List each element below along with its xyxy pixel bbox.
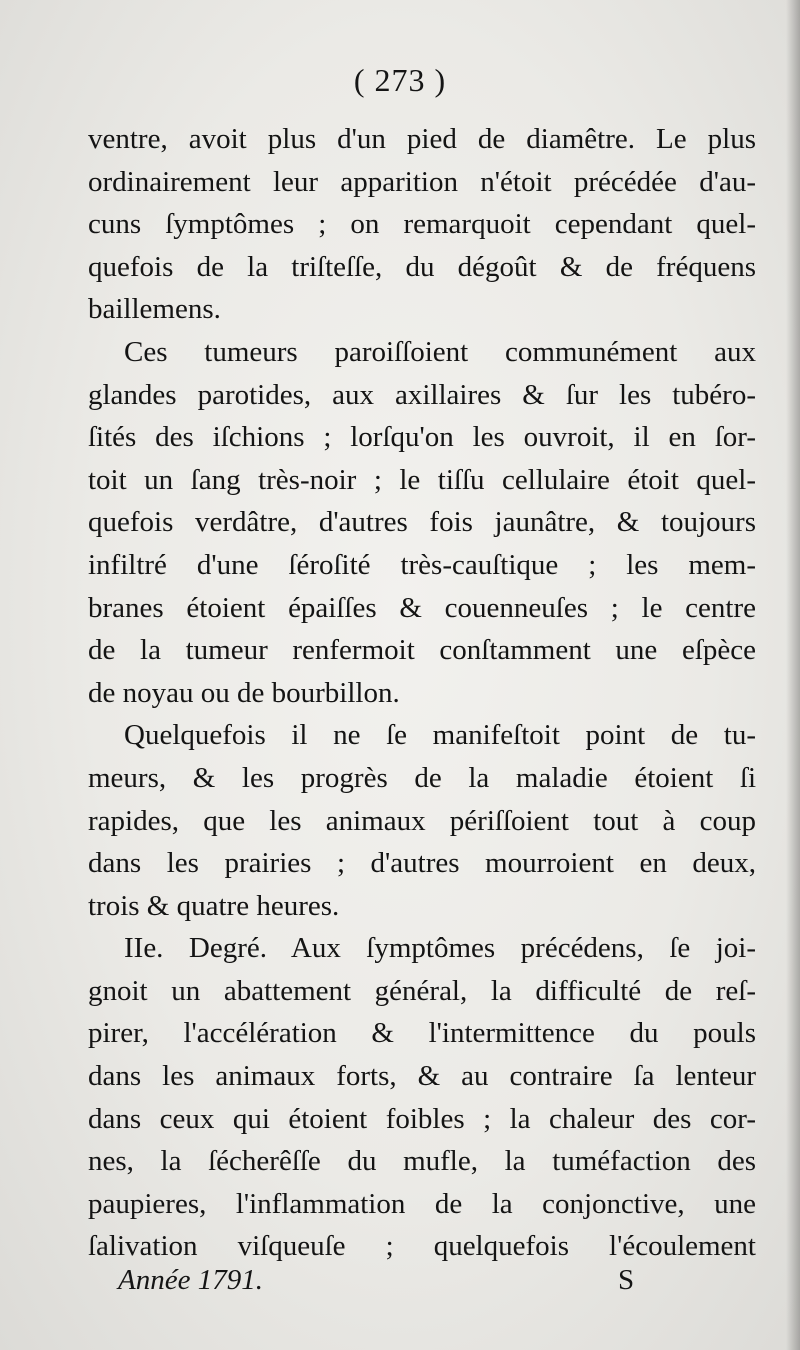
page-footer bbox=[118, 1264, 638, 1308]
text-line: cuns ſymptômes ; on remarquoit cependant quel- bbox=[88, 208, 756, 241]
text-line: ſalivation viſqueuſe ; quelquefois l'écoulement bbox=[88, 1230, 756, 1263]
text-line: baillemens. bbox=[88, 293, 221, 326]
text-line: infiltré d'une ſéroſité très-cauſtique ; les mem- bbox=[88, 548, 756, 581]
text-line: Ces tumeurs paroiſſoient communément aux bbox=[124, 335, 756, 368]
signature-mark: S bbox=[618, 1264, 635, 1296]
footer-year: Année 1791. bbox=[118, 1264, 263, 1296]
text-line: de noyau ou de bourbillon. bbox=[88, 676, 400, 709]
text-line: dans les prairies ; d'autres mourroient en deux, bbox=[88, 847, 756, 880]
text-line: trois & quatre heures. bbox=[88, 889, 340, 922]
body-text bbox=[88, 118, 756, 1268]
text-line: IIe. Degré. Aux ſymptômes précédens, ſe joi- bbox=[124, 932, 756, 965]
page-number: ( 273 ) bbox=[353, 62, 447, 98]
text-line: dans ceux qui étoient foibles ; la chaleur des cor- bbox=[88, 1102, 756, 1135]
page-edge-shadow bbox=[786, 0, 800, 1350]
text-line: pirer, l'accélération & l'intermittence du pouls bbox=[88, 1017, 756, 1050]
text-line: ventre, avoit plus d'un pied de diamêtre. Le plus bbox=[88, 123, 756, 155]
text-line: ſités des iſchions ; lorſqu'on les ouvroit, il en ſor- bbox=[88, 421, 756, 454]
text-line: paupieres, l'inflammation de la conjonctive, une bbox=[88, 1187, 756, 1220]
text-line: ordinairement leur apparition n'étoit précédée d'au- bbox=[88, 165, 756, 198]
text-line: dans les animaux forts, & au contraire ſa lenteur bbox=[88, 1060, 756, 1093]
text-line: gnoit un abattement général, la difficulté de reſ- bbox=[88, 974, 756, 1007]
text-line: meurs, & les progrès de la maladie étoient ſi bbox=[88, 761, 756, 794]
text-line: quefois verdâtre, d'autres fois jaunâtre, & toujours bbox=[88, 506, 756, 539]
text-line: toit un ſang très-noir ; le tiſſu cellulaire étoit quel- bbox=[88, 463, 756, 496]
text-line: nes, la ſécherêſſe du mufle, la tuméfaction des bbox=[88, 1145, 756, 1178]
text-line: rapides, que les animaux périſſoient tout à coup bbox=[88, 804, 756, 837]
text-line: glandes parotides, aux axillaires & ſur les tubéro- bbox=[88, 378, 756, 411]
text-line: de la tumeur renfermoit conſtamment une eſpèce bbox=[88, 634, 756, 667]
text-line: Quelquefois il ne ſe manifeſtoit point de tu- bbox=[124, 719, 756, 752]
text-line: branes étoient épaiſſes & couenneuſes ; le centre bbox=[88, 591, 756, 624]
text-line: quefois de la triſteſſe, du dégoût & de fréquens bbox=[88, 250, 756, 283]
